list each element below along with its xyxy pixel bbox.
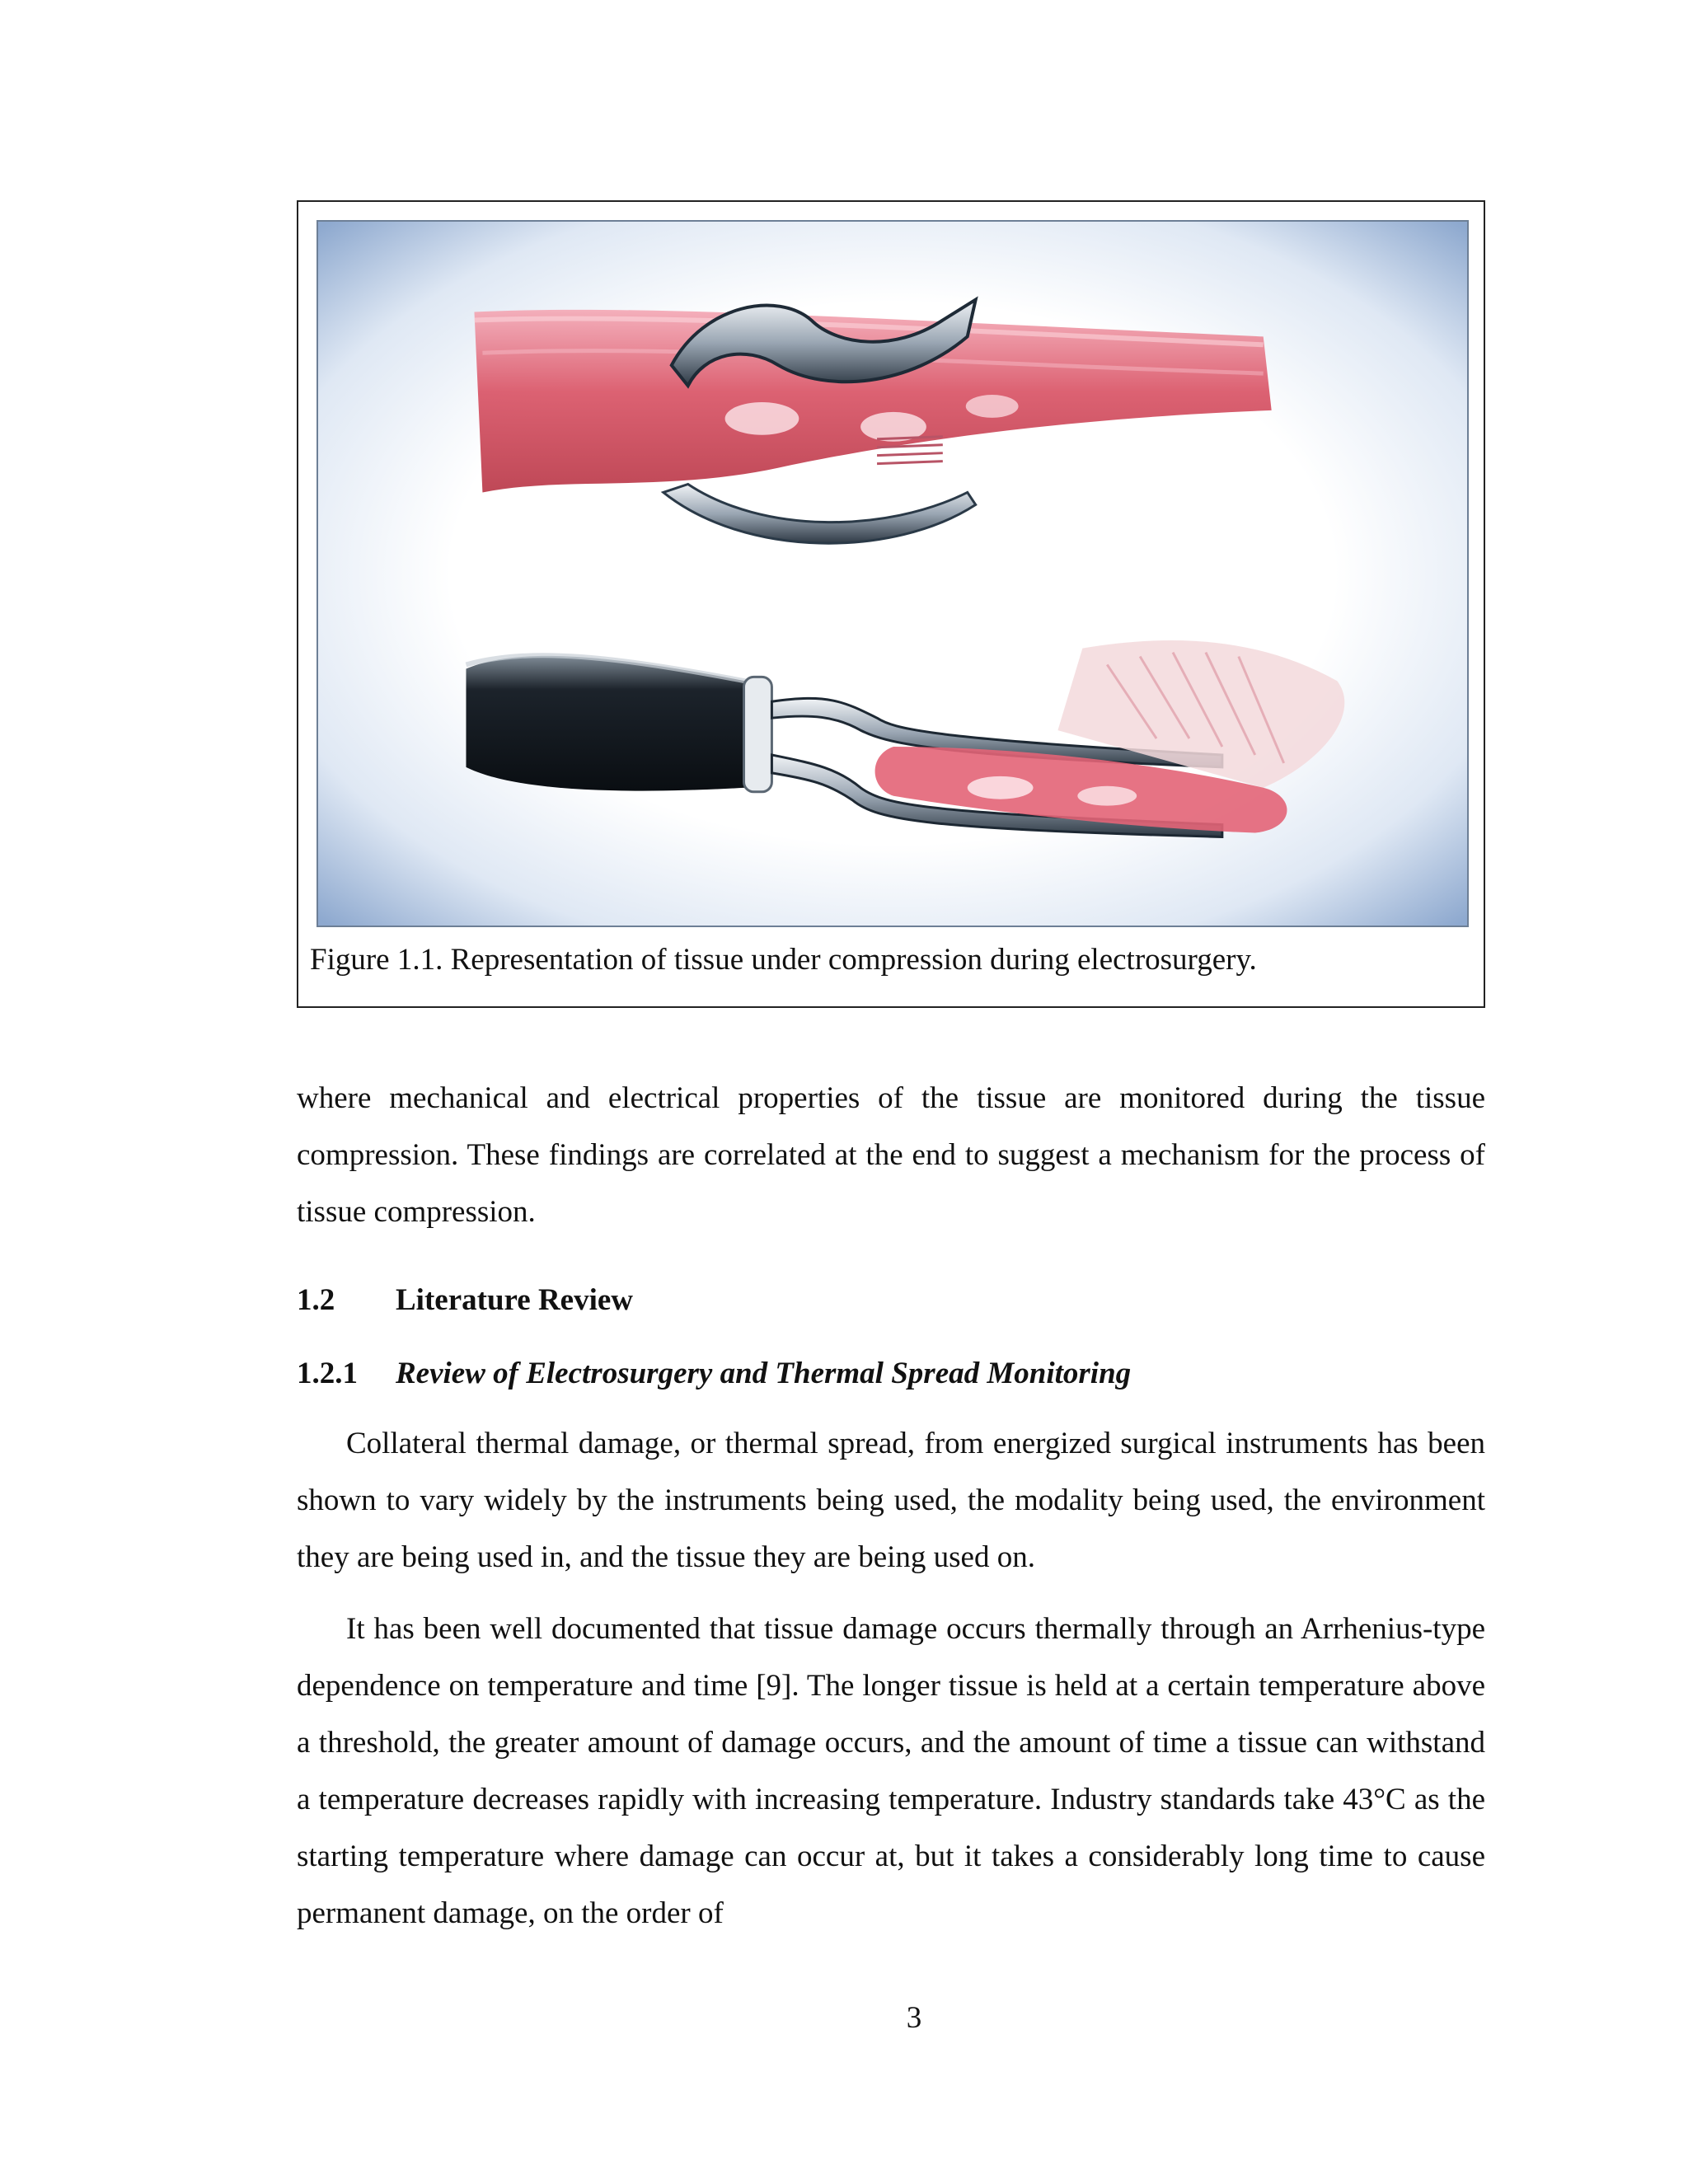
page-number: 3 <box>906 2001 922 2035</box>
section-number: 1.2 <box>297 1283 335 1317</box>
paragraph-thermal-spread: Collateral thermal damage, or thermal spread, from energized surgical instruments has been shown to vary widely by the instruments being used, the modality being used, the environment they are being used in, and the tissue they are being used on. <box>297 1427 1485 1574</box>
section-heading <box>297 1281 633 1320</box>
figure-illustration <box>316 220 1469 927</box>
subsection-number: 1.2.1 <box>297 1357 358 1390</box>
figure-caption: Figure 1.1. Representation of tissue under compression during electrosurgery. <box>310 943 1257 977</box>
paragraph-continuation: where mechanical and electrical properties of the tissue are monitored during the tissue compression. These findings are correlated at the end to suggest a mechanism for the process of tissue compression. <box>297 1081 1485 1229</box>
figure-frame <box>297 200 1485 1008</box>
electrosurgery-illustration <box>318 222 1467 926</box>
paragraph-arrhenius: It has been well documented that tissue damage occurs thermally through an Arrhenius-type dependence on temperature and time [9]. The longer tissue is held at a certain temperature above a threshold, the greater amount of damage occurs, and the amount of time a tissue can withstand a temperature decreases rapidly with increasing temperature. Industry standards take 43°C as the starting temperature where damage can occur at, but it takes a considerably long time to cause permanent damage, on the order of <box>297 1612 1485 1930</box>
section-title: Literature Review <box>396 1283 634 1317</box>
subsection-heading <box>297 1354 1131 1394</box>
subsection-title: Review of Electrosurgery and Thermal Spread Monitoring <box>396 1357 1132 1390</box>
